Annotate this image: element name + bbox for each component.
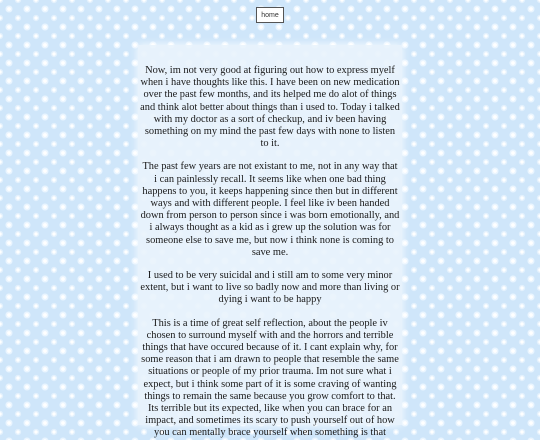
post-content	[138, 45, 402, 439]
post-paragraph: Now, im not very good at figuring out how to express myelf when i have thoughts like this. I have been on new medication over the past few months, and its helped me do alot of things and think alot better about things than i used to. Today i talked with my doctor as a sort of checkup, and iv been having something on my mind the past few days with none to listen to it.	[140, 65, 400, 150]
top-nav	[0, 4, 540, 23]
post-paragraph: This is a time of great self reflection, about the people iv chosen to surround myself with and the horrors and terrible things that have occured because of it. I cant explain why, for some reason that i am drawn to people that resemble the same situations or people of my prior trauma. Im not sure what i expect, but i think some part of it is some craving of wanting things to remain the same because you grow comfort to that. Its terrible but its expected, like when you can brace for an impact, and sometimes its scary to push yourself out of how you can mentally brace yourself when something is that	[141, 317, 399, 439]
post-paragraph: I used to be very suicidal and i still am to some very minor extent, but i want to live so badly now and more than living or dying i want to be happy	[140, 270, 400, 306]
home-button[interactable]: home	[256, 7, 284, 23]
post-paragraph: The past few years are not existant to me, not in any way that i can painlessly recall. It seems like when one bad thing happens to you, it keeps happening since then but in different ways and with different people. I feel like iv been handed down from person to person since i was born emotionally, and i always thought as a kid as i grew up the solution was for someone else to save me, but now i think none is coming to save me.	[140, 161, 400, 258]
